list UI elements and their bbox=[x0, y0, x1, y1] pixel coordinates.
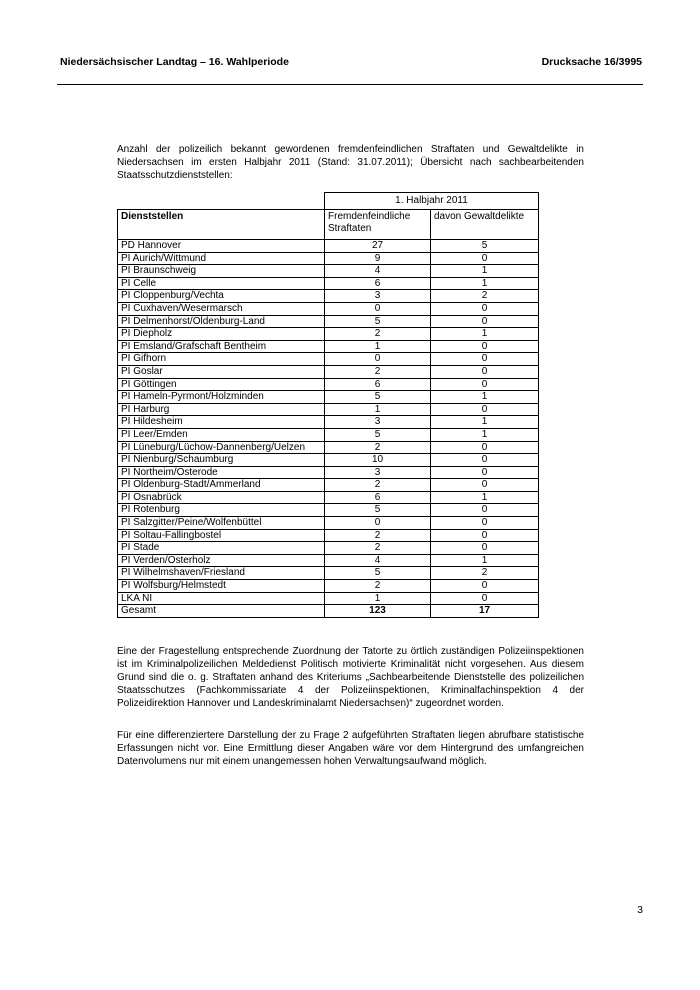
cell-violent: 1 bbox=[431, 328, 539, 341]
table-row bbox=[118, 277, 539, 290]
cell-crimes: 0 bbox=[325, 302, 431, 315]
cell-crimes: 5 bbox=[325, 567, 431, 580]
cell-name: PI Lüneburg/Lüchow-Dannenberg/Uelzen bbox=[118, 441, 325, 454]
cell-violent: 2 bbox=[431, 567, 539, 580]
table-row bbox=[118, 491, 539, 504]
cell-crimes: 2 bbox=[325, 542, 431, 555]
cell-crimes: 3 bbox=[325, 290, 431, 303]
cell-violent: 17 bbox=[431, 605, 539, 618]
table-row bbox=[118, 441, 539, 454]
cell-crimes: 5 bbox=[325, 428, 431, 441]
table-row bbox=[118, 542, 539, 555]
column-header-row bbox=[118, 210, 539, 240]
cell-violent: 1 bbox=[431, 391, 539, 404]
cell-name: PI Harburg bbox=[118, 403, 325, 416]
cell-crimes: 1 bbox=[325, 592, 431, 605]
period-header-row bbox=[118, 193, 539, 210]
cell-name: PI Hameln-Pyrmont/Holzminden bbox=[118, 391, 325, 404]
cell-violent: 0 bbox=[431, 315, 539, 328]
cell-crimes: 2 bbox=[325, 580, 431, 593]
table-row bbox=[118, 290, 539, 303]
cell-name: PI Celle bbox=[118, 277, 325, 290]
cell-crimes: 1 bbox=[325, 403, 431, 416]
period-header: 1. Halbjahr 2011 bbox=[325, 193, 539, 210]
cell-violent: 0 bbox=[431, 403, 539, 416]
cell-violent: 0 bbox=[431, 580, 539, 593]
table-row bbox=[118, 240, 539, 253]
cell-crimes: 6 bbox=[325, 491, 431, 504]
table-row bbox=[118, 454, 539, 467]
cell-crimes: 0 bbox=[325, 353, 431, 366]
cell-name: PI Verden/Osterholz bbox=[118, 554, 325, 567]
table-row bbox=[118, 328, 539, 341]
column-header-crimes: Fremdenfeindliche Straftaten bbox=[325, 210, 431, 240]
cell-violent: 1 bbox=[431, 554, 539, 567]
table-row bbox=[118, 391, 539, 404]
cell-name: Gesamt bbox=[118, 605, 325, 618]
cell-name: PI Northeim/Osterode bbox=[118, 466, 325, 479]
cell-name: PI Emsland/Grafschaft Bentheim bbox=[118, 340, 325, 353]
cell-violent: 5 bbox=[431, 240, 539, 253]
cell-name: PI Delmenhorst/Oldenburg-Land bbox=[118, 315, 325, 328]
table-row bbox=[118, 378, 539, 391]
cell-violent: 0 bbox=[431, 504, 539, 517]
cell-crimes: 2 bbox=[325, 529, 431, 542]
cell-violent: 1 bbox=[431, 428, 539, 441]
cell-crimes: 27 bbox=[325, 240, 431, 253]
cell-violent: 0 bbox=[431, 378, 539, 391]
cell-name: PI Soltau-Fallingbostel bbox=[118, 529, 325, 542]
table-row bbox=[118, 416, 539, 429]
cell-name: PI Stade bbox=[118, 542, 325, 555]
cell-name: LKA NI bbox=[118, 592, 325, 605]
cell-crimes: 9 bbox=[325, 252, 431, 265]
cell-violent: 0 bbox=[431, 592, 539, 605]
table-row bbox=[118, 403, 539, 416]
cell-violent: 0 bbox=[431, 517, 539, 530]
table-row bbox=[118, 252, 539, 265]
table-row bbox=[118, 466, 539, 479]
cell-violent: 0 bbox=[431, 479, 539, 492]
cell-name: PI Wolfsburg/Helmstedt bbox=[118, 580, 325, 593]
cell-violent: 0 bbox=[431, 529, 539, 542]
intro-text: Anzahl der polizeilich bekannt gewordenen fremdenfeindlichen Straftaten und Gewaltdelikte in Niedersachsen im ersten Halbjahr 2011 (Stand: 31.07.2011); Übersicht nach sachbearbeitenden Staatsschutzdienststellen: bbox=[117, 144, 584, 181]
cell-crimes: 5 bbox=[325, 504, 431, 517]
total-row bbox=[118, 605, 539, 618]
cell-violent: 0 bbox=[431, 466, 539, 479]
table-row bbox=[118, 554, 539, 567]
table-row bbox=[118, 353, 539, 366]
cell-violent: 1 bbox=[431, 416, 539, 429]
table-row bbox=[118, 365, 539, 378]
cell-crimes: 5 bbox=[325, 315, 431, 328]
cell-violent: 0 bbox=[431, 252, 539, 265]
cell-name: PI Leer/Emden bbox=[118, 428, 325, 441]
cell-name: PI Wilhelmshaven/Friesland bbox=[118, 567, 325, 580]
header-parliament: Niedersächsischer Landtag – 16. Wahlperiode bbox=[60, 56, 289, 68]
cell-name: PD Hannover bbox=[118, 240, 325, 253]
cell-violent: 1 bbox=[431, 265, 539, 278]
page-number: 3 bbox=[637, 904, 643, 916]
paragraph-data-volume: Für eine differenziertere Darstellung der zu Frage 2 aufgeführten Straftaten liegen abrufbare statistische Erfassungen nicht vor. Eine Ermittlung dieser Angaben wäre vor dem Hintergrund des umfangreichen Datenvolumens nur mit einem unangemessen hohen Verwaltungsaufwand möglich. bbox=[117, 730, 584, 767]
column-header-violent: davon Gewaltdelikte bbox=[431, 210, 539, 240]
cell-crimes: 10 bbox=[325, 454, 431, 467]
cell-crimes: 1 bbox=[325, 340, 431, 353]
cell-violent: 0 bbox=[431, 353, 539, 366]
cell-name: PI Rotenburg bbox=[118, 504, 325, 517]
cell-name: PI Osnabrück bbox=[118, 491, 325, 504]
table-row bbox=[118, 529, 539, 542]
table-row bbox=[118, 479, 539, 492]
column-header-office: Dienststellen bbox=[118, 210, 325, 240]
cell-violent: 0 bbox=[431, 454, 539, 467]
cell-violent: 1 bbox=[431, 277, 539, 290]
cell-name: PI Oldenburg-Stadt/Ammerland bbox=[118, 479, 325, 492]
paragraph-assignment: Eine der Fragestellung entsprechende Zuordnung der Tatorte zu örtlich zuständigen Polizeiinspektionen ist im Kriminalpolizeilichen Meldedienst Politisch motivierte Kriminalität nicht vorgesehen. Aus diesem Grund sind die o. g. Straftaten anhand des Kriteriums „Sachbearbeitende Dienststelle des polizeilichen Staatsschutzes (Fachkommissariate 4 der Polizeiinspektionen, Kriminalfachinspektion 4 der Polizeidirektion Hannover und Landeskriminalamt Niedersachsen)“ zugeordnet worden. bbox=[117, 646, 584, 709]
cell-violent: 0 bbox=[431, 340, 539, 353]
cell-name: PI Nienburg/Schaumburg bbox=[118, 454, 325, 467]
cell-name: PI Diepholz bbox=[118, 328, 325, 341]
header-document-number: Drucksache 16/3995 bbox=[541, 56, 642, 68]
cell-name: PI Cloppenburg/Vechta bbox=[118, 290, 325, 303]
cell-crimes: 6 bbox=[325, 378, 431, 391]
cell-violent: 1 bbox=[431, 491, 539, 504]
cell-crimes: 3 bbox=[325, 416, 431, 429]
cell-violent: 2 bbox=[431, 290, 539, 303]
cell-crimes: 4 bbox=[325, 554, 431, 567]
cell-violent: 0 bbox=[431, 542, 539, 555]
cell-crimes: 2 bbox=[325, 441, 431, 454]
table-row bbox=[118, 580, 539, 593]
table-row bbox=[118, 517, 539, 530]
cell-name: PI Goslar bbox=[118, 365, 325, 378]
cell-name: PI Braunschweig bbox=[118, 265, 325, 278]
cell-violent: 0 bbox=[431, 441, 539, 454]
table-row bbox=[118, 504, 539, 517]
page-header bbox=[57, 56, 643, 85]
cell-crimes: 2 bbox=[325, 328, 431, 341]
cell-crimes: 4 bbox=[325, 265, 431, 278]
table-row bbox=[118, 265, 539, 278]
cell-violent: 0 bbox=[431, 365, 539, 378]
cell-name: PI Hildesheim bbox=[118, 416, 325, 429]
cell-violent: 0 bbox=[431, 302, 539, 315]
statistics-table bbox=[117, 192, 539, 618]
table-row bbox=[118, 592, 539, 605]
cell-name: PI Göttingen bbox=[118, 378, 325, 391]
cell-crimes: 3 bbox=[325, 466, 431, 479]
table-row bbox=[118, 567, 539, 580]
cell-crimes: 0 bbox=[325, 517, 431, 530]
table-row bbox=[118, 315, 539, 328]
cell-crimes: 2 bbox=[325, 479, 431, 492]
cell-name: PI Cuxhaven/Wesermarsch bbox=[118, 302, 325, 315]
cell-crimes: 6 bbox=[325, 277, 431, 290]
cell-name: PI Aurich/Wittmund bbox=[118, 252, 325, 265]
table-row bbox=[118, 302, 539, 315]
cell-name: PI Salzgitter/Peine/Wolfenbüttel bbox=[118, 517, 325, 530]
cell-crimes: 2 bbox=[325, 365, 431, 378]
cell-name: PI Gifhorn bbox=[118, 353, 325, 366]
table-row bbox=[118, 428, 539, 441]
table-row bbox=[118, 340, 539, 353]
cell-crimes: 5 bbox=[325, 391, 431, 404]
cell-crimes: 123 bbox=[325, 605, 431, 618]
